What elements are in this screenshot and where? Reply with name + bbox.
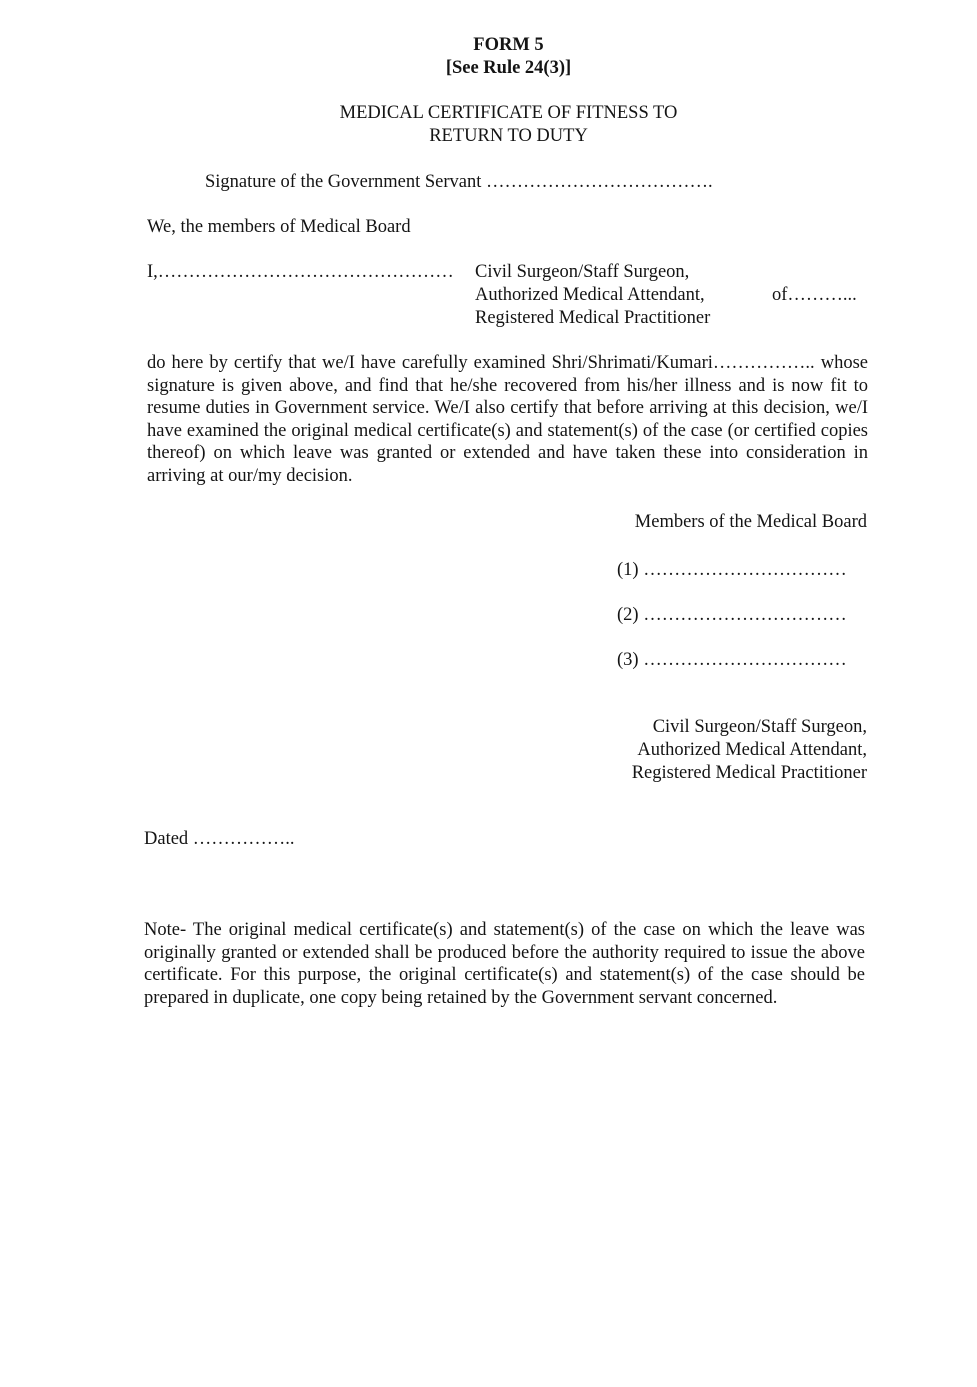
examiner-place-field: of………... — [772, 285, 857, 305]
examiner-designation-line1: Civil Surgeon/Staff Surgeon, — [475, 262, 690, 282]
examiner-name-field: I,………………………………………… — [147, 262, 454, 282]
government-servant-signature-field: Signature of the Government Servant ………………………………. — [205, 172, 713, 192]
dated-field: Dated …………….. — [144, 829, 295, 849]
signatory-designation-line2: Authorized Medical Attendant, — [637, 740, 867, 760]
form-title-line2: RETURN TO DUTY — [429, 126, 588, 146]
rule-reference: [See Rule 24(3)] — [445, 58, 572, 78]
board-member-signature-1: (1) …………………………… — [617, 560, 847, 580]
signatory-designation-line1: Civil Surgeon/Staff Surgeon, — [652, 717, 867, 737]
note-paragraph: Note- The original medical certificate(s) and statement(s) of the case on which the leave was originally granted or extended shall be produced before the authority required to issue the above certificate. For this purpose, the original certificate(s) and statement(s) of the case should be prepared in duplicate, one copy being retained by the Government servant concerned. — [144, 920, 865, 1008]
examiner-designation-line3: Registered Medical Practitioner — [475, 308, 711, 328]
medical-board-members-line: We, the members of Medical Board — [147, 217, 411, 237]
form-title-line1: MEDICAL CERTIFICATE OF FITNESS TO — [339, 103, 678, 123]
examiner-designation-line2: Authorized Medical Attendant, — [475, 285, 705, 305]
certification-paragraph: do here by certify that we/I have carefully examined Shri/Shrimati/Kumari…………….. whose signature is given above, and find that he/she recovered from his/her illness and is now fit to resume duties in Government service. We/I also certify that before arriving at this decision, we/I have examined the original medical certificate(s) and statement(s) of the case (or certified copies thereof) on which leave was granted or extended and have taken these into consideration in arriving at our/my decision. — [147, 353, 868, 486]
board-member-signature-3: (3) …………………………… — [617, 650, 847, 670]
signatory-designation-line3: Registered Medical Practitioner — [631, 763, 867, 783]
form-number: FORM 5 — [473, 35, 544, 55]
medical-board-heading: Members of the Medical Board — [634, 512, 867, 532]
board-member-signature-2: (2) …………………………… — [617, 605, 847, 625]
